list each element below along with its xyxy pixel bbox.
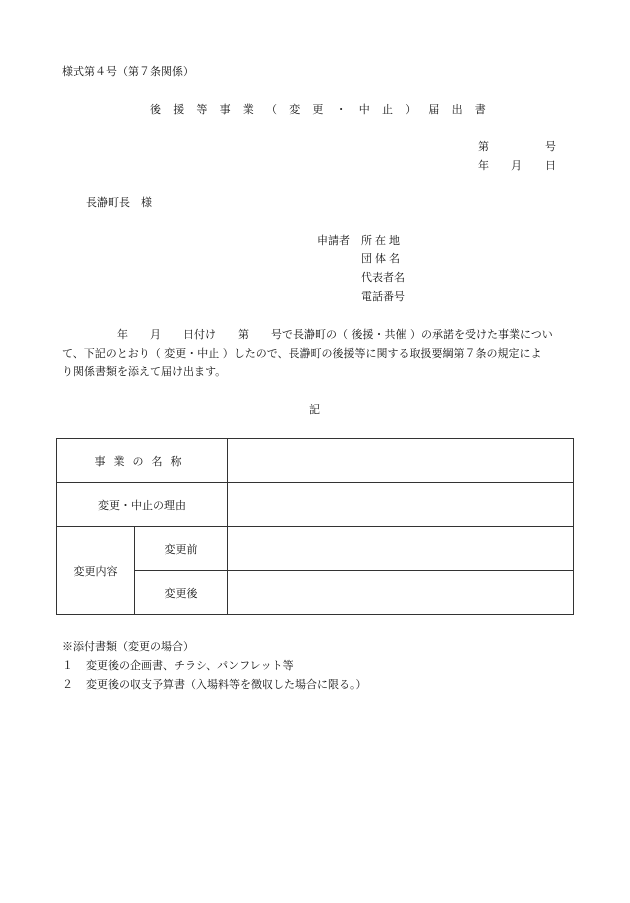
after-change-field[interactable] <box>228 571 574 615</box>
change-content-label: 変更内容 <box>57 527 135 615</box>
table-row <box>57 439 574 483</box>
event-name-label: 事業の名称 <box>57 439 228 483</box>
table-row <box>57 571 574 615</box>
form-number: 様式第４号（第７条関係） <box>62 65 194 78</box>
attachment-text: 変更後の企画書、チラシ、パンフレット等 <box>86 659 294 672</box>
ki-heading: 記 <box>309 403 320 416</box>
applicant-organization-label: 団体名 <box>361 252 403 265</box>
date-month: 月 <box>511 159 522 172</box>
addressee: 長瀞町長 様 <box>86 196 152 209</box>
attachments-title: ※添付書類（変更の場合） <box>62 640 194 653</box>
body-paragraph <box>62 326 580 382</box>
before-change-field[interactable] <box>228 527 574 571</box>
attachment-number: ２ <box>62 678 73 691</box>
event-name-field[interactable] <box>228 439 574 483</box>
attachment-item <box>62 679 367 690</box>
applicant-phone-label: 電話番号 <box>361 290 405 303</box>
date-day: 日 <box>545 159 556 172</box>
applicant-representative-label: 代表者名 <box>361 271 405 284</box>
before-change-label: 変更前 <box>135 527 228 571</box>
reason-field[interactable] <box>228 483 574 527</box>
body-line: り関係書類を添えて届け出ます。 <box>62 365 227 379</box>
body-line: て、下記のとおり（ 変更・中止 ）したので、長瀞町の後援等に関する取扱要綱第７条の規定によ <box>62 346 542 360</box>
table-row <box>57 527 574 571</box>
attachment-item <box>62 660 294 671</box>
body-line: 年 月 日付け 第 号で長瀞町の（ 後援・共催 ）の承諾を受けた事業につい <box>62 328 553 341</box>
reason-label: 変更・中止の理由 <box>57 483 228 527</box>
after-change-label: 変更後 <box>135 571 228 615</box>
table-row <box>57 483 574 527</box>
document-number-prefix: 第 <box>478 140 489 153</box>
attachment-number: １ <box>62 659 73 672</box>
details-table <box>56 438 574 615</box>
applicant-label: 申請者 <box>317 234 350 247</box>
applicant-address-label: 所在地 <box>361 234 403 247</box>
document-title: 後援等事業（変更・中止）届出書 <box>150 103 498 116</box>
attachment-text: 変更後の収支予算書（入場料等を徴収した場合に限る。） <box>86 678 367 691</box>
date-year: 年 <box>478 159 489 172</box>
document-number-suffix: 号 <box>545 140 556 153</box>
